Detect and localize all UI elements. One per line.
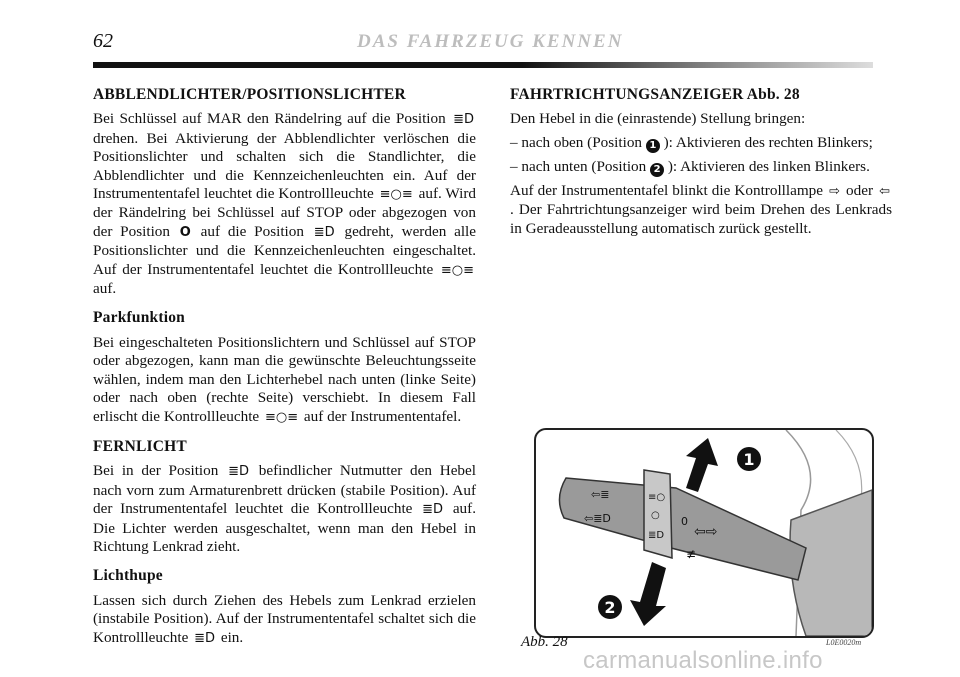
text: auf der Instrumententafel. [303,407,462,425]
text: oder [846,181,874,199]
off-icon: ○ [651,510,660,521]
text: . Der Fahrtrichtungsanzeiger wird beim Drehen des Lenkrads in Geradeausstellung automatisch zurück gestellt. [510,201,892,237]
paragraph-flash [93,592,476,648]
label-1: 1 [743,450,755,469]
low-beam-icon: ≣D [228,464,249,480]
lever-illustration [536,430,872,636]
position-lights-icon: ≡○ [648,492,666,503]
text: auf. Die Lichter werden ausgeschaltet, wenn man den Hebel in Richtung Lenkrad zieht. [93,500,477,555]
front-fog-icon: ⇦≣ [591,488,610,501]
text: Bei in der Position [93,462,219,480]
section-heading-flash: Lichthupe [93,567,163,585]
header-rule [93,62,873,68]
page-number: 62 [93,30,113,52]
text: auf. Wird der Rändelring bei Schlüssel auf STOP oder abgezogen von der Position [93,185,477,240]
text: befindlicher Nutmutter den Hebel nach vorn zum Armaturenbrett drücken (stabile Position). Auf der Instrumententafel leuchtet die Kontrollleuchte [93,462,476,518]
paragraph-turn-signal-lamp [510,182,892,238]
text: Lassen sich durch Ziehen des Hebels zum Lenkrad erzielen (instabile Position). Auf der Instrumententafel schaltet sich die Kontrollleuchte [93,591,476,646]
figure-caption: Abb. 28 [521,634,568,650]
text: ): Aktivieren des linken Blinkers. [667,157,870,175]
high-beam-icon: ≣D [194,630,216,646]
position-2-badge: 2 [650,163,664,177]
left-column [93,86,476,659]
low-beam-icon: ≣D [453,112,474,128]
headlight-flash-icon: ≢ [686,547,697,561]
dashboard-outline [836,430,862,500]
text: auf. [93,280,117,298]
section-heading-high-beam: FERNLICHT [93,437,187,455]
figure-lever-illustration [534,428,874,638]
low-beam-icon: ≣D [313,224,335,240]
list-item [510,134,892,153]
paragraph-parking [93,334,476,427]
position-lights-icon: ≡○≡ [440,262,474,278]
figure-code: L0E0020m [826,638,862,647]
turn-arrows-icon: ⇦⇨ [694,524,718,540]
position-lights-icon: ≡○≡ [379,187,413,203]
off-position-icon: O [179,224,191,240]
text: ein. [220,628,244,646]
text: – nach unten (Position [510,157,647,175]
arrow-left-icon: ⇦ [879,183,890,199]
section-heading-turn-signals: FAHRTRICHTUNGSANZEIGER Abb. 28 [510,86,800,103]
section-heading-low-beam: ABBLENDLICHTER/POSITIONSLICHTER [93,86,406,103]
text: gedreht, werden alle Positionslichter und die Kennzeichenleuchten eingeschaltet. Auf der Instrumententafel leuchtet die Kontrollleuchte [93,222,477,278]
text: Auf der Instrumententafel blinkt die Kontrolllampe [510,181,823,199]
position-lights-icon: ≡○≡ [264,409,299,425]
page-header-title: DAS FAHRZEUG KENNEN [357,31,624,52]
list-item [510,158,892,177]
intro-text: Den Hebel in die (einrastende) Stellung bringen: [510,110,806,128]
paragraph-low-beam [93,110,476,298]
label-2: 2 [604,598,616,617]
text: drehen. Bei Aktivierung der Abblendlichter verlöschen die Positionslichter und schalten sich die Standlichter, die Abblendlichter und die Kennzeichenleuchten ein. Auf der Instrumententafel leuchtet die Kontrollleuchte [93,129,476,203]
right-column [510,86,892,249]
up-arrow-icon [686,438,718,492]
rear-fog-icon: ⇦≣D [584,512,611,525]
watermark: carmanualsonline.info [583,647,823,674]
high-beam-icon: ≣D [422,502,444,518]
section-heading-parking: Parkfunktion [93,309,185,327]
low-beam-icon: ≣D [648,530,665,541]
text: – nach oben (Position [510,133,643,151]
position-1-badge: 1 [646,139,660,153]
text: Bei eingeschalteten Positionslichtern und Schlüssel auf STOP oder abgezogen, kann man die gewünschte Beleuchtungsseite wählen, indem man den Lichterhebel nach unten (linke Seite) oder nach oben (rechte Seite) verschiebt. In diesem Fall erlischt die Kontrollleuchte [93,333,476,425]
text: auf die Position [200,222,304,240]
off-mark-icon: 0 [681,515,688,528]
text: Bei Schlüssel auf MAR den Rändelring auf die Position [93,110,446,128]
down-arrow-icon [630,562,666,626]
arrow-right-icon: ⇨ [829,183,840,199]
text: ): Aktivieren des rechten Blinkers; [663,133,873,151]
paragraph-high-beam [93,462,476,556]
